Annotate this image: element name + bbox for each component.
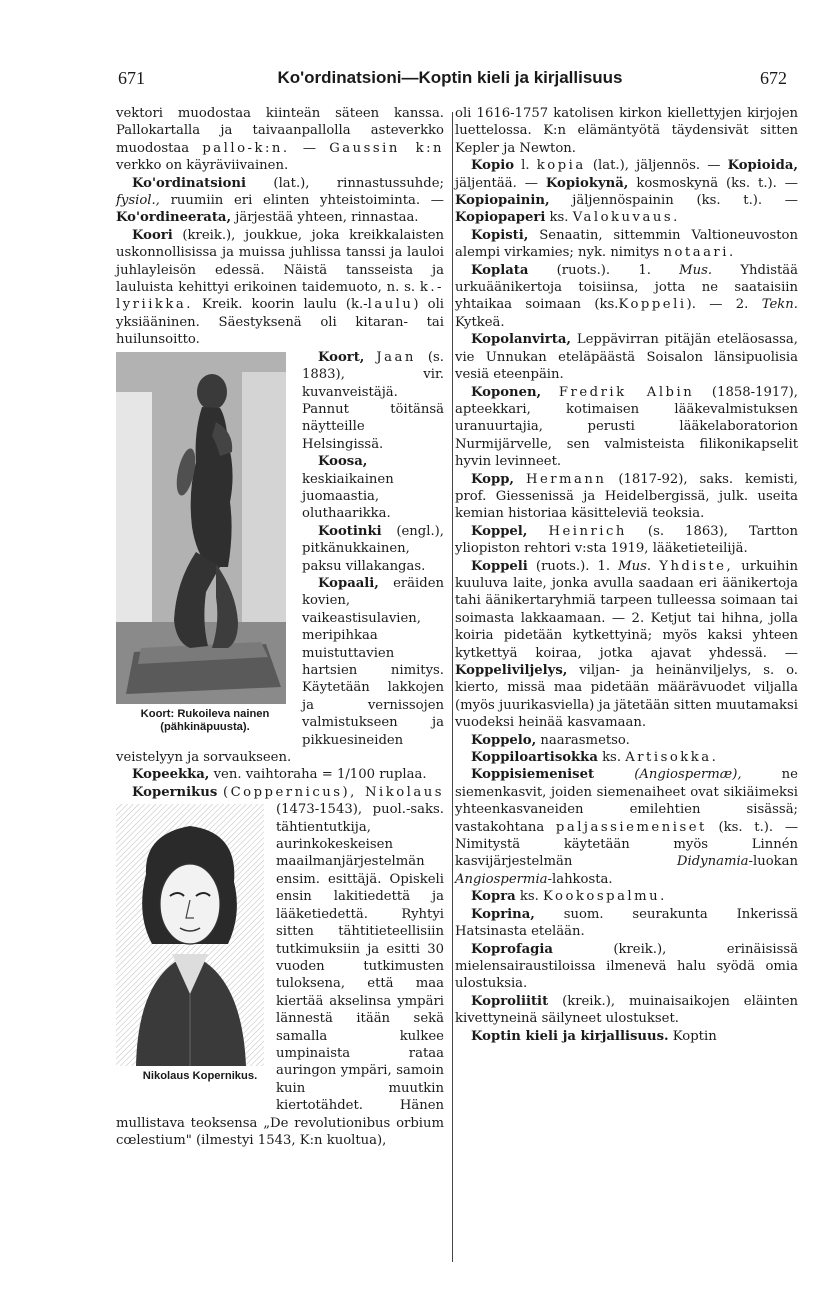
- entry-text: vektori muodostaa kiinteän säteen kanssa. Pallokartalla ja taivaanpallolla asteverkko muodostaa: [116, 106, 444, 156]
- spaced-term: Jaan: [376, 349, 416, 365]
- entry-text: verkko on käyräviivainen.: [116, 158, 289, 174]
- headword: Koppelo,: [471, 732, 537, 748]
- entry-text: ks.: [519, 889, 539, 905]
- entry-text: (1473-1543), puol.-saks. tähtientutkija, aurinkokeskeisen maailmanjärjestelmän ensim. esittäjä. Opiskeli ensin lakitiedettä ja lääketiedettä. Ryhtyi sitten tähtitieteellisiin tutkimuksiin ja esitti 30 vuoden tutkimusten tuloksena, että maa kiertää akselinsa ympäri lännestä itään sekä samalla kulkee umpinaista rataa auringon ympäri, samoin kuin muutkin kiertotähdet. Hänen mullistava teoksensa „De revolutionibus orbium cœlestium" (ilmestyi 1543, K:n kuoltua),: [116, 802, 444, 1148]
- entry-text: (ruots.). 1.: [556, 262, 651, 278]
- latin-term: Didynamia: [676, 854, 749, 870]
- entry-kopisti: [455, 227, 798, 262]
- entry-text: ) oli yksiääninen. Säestyksenä oli kitaran- tai huilunsoitto.: [116, 297, 445, 348]
- entry-text: (1858-1917), apteekkari, kotimaisen lääkevalmistuksen uranuurtajia, perusti lääkelaboratorion Nurmijärvelle, sen valmisteista filikonikapselit hyvin levinneet.: [455, 384, 798, 470]
- spaced-term: Heinrich: [548, 523, 627, 539]
- kneeling-woman-sculpture-image: [116, 352, 286, 704]
- entry-text: l.: [521, 158, 530, 174]
- entry-text: suom. seurakunta Inkerissä Hatsinasta etelään.: [455, 906, 798, 940]
- headword: Kopioida,: [727, 158, 798, 174]
- entry-text: ks.: [602, 750, 622, 766]
- figure-caption: Koort: Rukoileva nainen (pähkinäpuusta).: [140, 707, 270, 733]
- entry-text: keskiaikainen juomaastia, oluthaarikka.: [302, 471, 394, 522]
- entry-text: viljan- ja heinänviljelys, s. o. kierto, missä maa pidetään määrävuodet viljalla (myös juurikasviella) ja jätetään sitten muutamaksi vuodeksi heinää kasvamaan.: [455, 663, 798, 731]
- spaced-term: Gaussin k:n: [329, 140, 445, 156]
- entry-text: (kreik.), erinäisissä mielensairaustiloissa ilmenevä halu syödä omia ulostuksia.: [455, 941, 798, 992]
- headword: Kopolanvirta,: [471, 332, 571, 348]
- spaced-term: Koppeli: [618, 297, 687, 313]
- headword: Kopio: [471, 158, 514, 174]
- entry-koppiloartisokka: [455, 749, 798, 766]
- spaced-term: notaari.: [663, 245, 736, 261]
- latin-term: (Angiospermæ),: [634, 767, 742, 783]
- entry-kopp: [455, 471, 798, 523]
- entry-koproliitit: [455, 993, 798, 1028]
- entry-koppisiemeniset: [455, 766, 798, 888]
- entry-koponen: [455, 384, 798, 471]
- headword: Kopernikus: [132, 784, 218, 800]
- entry-text: Kytkeä.: [455, 314, 505, 330]
- fraction: 1/100: [336, 767, 375, 783]
- spaced-term: k.-lyriikka.: [116, 280, 444, 313]
- entry-text: järjestää yhteen, rinnastaa.: [235, 210, 419, 226]
- spaced-term: Hermann: [525, 471, 607, 487]
- spaced-term: paljassiemeniset: [555, 819, 707, 835]
- entry-kopernikus: [116, 784, 444, 1150]
- headword: Kopp,: [471, 471, 515, 487]
- field-abbr: Mus.: [618, 558, 652, 574]
- entry-text: (1817-92), saks. kemisti, prof. Giessenissä ja Heidelbergissä, julk. useita kemian historiaa käsitteleviä teoksia.: [455, 471, 798, 522]
- column-divider: [452, 112, 453, 1262]
- entry-text: (lat.), jäljennös. —: [592, 158, 721, 174]
- entry-koplata: [455, 262, 798, 332]
- spaced-term: Fredrik Albin: [558, 384, 695, 400]
- page-number-right: 672: [760, 68, 787, 88]
- headword: Koppiloartisokka: [471, 750, 598, 766]
- headword: Koprofagia: [471, 941, 553, 957]
- headword: Koosa,: [318, 454, 368, 470]
- entry-koppeli: [455, 558, 798, 732]
- entry-koppel: [455, 523, 798, 558]
- headword: Koori: [132, 227, 173, 243]
- page-number-left: 671: [118, 68, 145, 88]
- spaced-term: Artisokka.: [625, 750, 719, 766]
- spaced-term: pallo-k:n.: [202, 140, 290, 156]
- entry-text: ). — 2.: [686, 297, 749, 313]
- entry-kopeekka: [116, 766, 444, 783]
- entry-kopra: [455, 888, 798, 905]
- entry-text: Leppävirran pitäjän eteläosassa, vie Unnukan eteläpäästä Soisalon länsipuolisia vesiä eteenpäin.: [455, 332, 798, 383]
- headword: Ko'ordinatsioni: [132, 175, 247, 191]
- headword: Koponen,: [471, 384, 542, 400]
- entry-koprina: [455, 906, 798, 941]
- entry-text: urkuihin kuuluva laite, jonka avulla saadaan eri äänikertoja tahi äänikertaryhmiä tarpeen tulleessa soimaan tai soimasta lakkaamaan. — 2. Ketjut tai hihna, jolla koiria pidetään kytkettyinä; myös kaksi yhteen kytkettyä koiraa, jotka ajavat yhdessä. —: [455, 558, 798, 661]
- entry-text: ruumiin eri elinten yhteistoiminta. —: [170, 193, 444, 209]
- entry-koordinatsioni: [116, 175, 444, 227]
- entry-continued: [116, 105, 444, 175]
- headword: Koproliitit: [471, 993, 549, 1009]
- headword: Koplata: [471, 262, 529, 278]
- spaced-term: laulu: [367, 297, 414, 313]
- entry-text: ne siemenkasvit, joiden siemenaiheet ovat sikiäimeksi yhteenkasvaneiden emilehtien sisässä; vastakohtana: [455, 767, 798, 835]
- entry-text: Kreik. koorin laulu (k.-: [202, 297, 368, 313]
- headword: Kootinki: [318, 523, 382, 539]
- running-title: Ko'ordinatsioni—Koptin kieli ja kirjallisuus: [277, 68, 623, 87]
- entry-koppelo: [455, 732, 798, 749]
- figure-statue: [116, 352, 294, 742]
- spaced-term: Yhdiste,: [659, 558, 734, 574]
- spaced-term: kopia: [536, 158, 586, 174]
- spaced-term: Kookospalmu.: [543, 889, 667, 905]
- entry-koori: [116, 227, 444, 349]
- entry-text: (engl.), pitkänukkainen, paksu villakangas.: [302, 523, 444, 574]
- entry-text: (lat.), rinnastussuhde;: [273, 175, 444, 191]
- figure-portrait: [116, 804, 268, 1108]
- entry-text: ruplaa.: [379, 767, 427, 783]
- entry-text: (s. 1883), vir. kuvanveistäjä. Pannut töitänsä näytteille Helsingissä.: [302, 349, 444, 452]
- entry-text: jäljentää. —: [455, 175, 538, 191]
- headword: Kopra: [471, 889, 516, 905]
- headword: Koprina,: [471, 906, 535, 922]
- entry-kopio: [455, 157, 798, 227]
- headword: Kopiopainin,: [455, 193, 550, 209]
- spaced-term: Valokuvaus.: [572, 210, 680, 226]
- headword: Ko'ordineerata,: [116, 210, 232, 226]
- entry-text: Senaatin, sittemmin Valtioneuvoston alempi virkamies; nyk. nimitys: [455, 227, 798, 261]
- field-abbr: Tekn.: [761, 297, 798, 313]
- entry-text: kosmoskynä (ks. t.). —: [636, 175, 798, 191]
- entry-text: Yhdistää urkuäänikertoja toisiinsa, jotta ne saataisiin yhtaikaa soimaan (ks.: [455, 262, 798, 313]
- headword: Koort,: [318, 349, 365, 365]
- right-column: [455, 105, 798, 1045]
- entry-text: ks.: [549, 210, 569, 226]
- entry-continued: oli 1616-1757 katolisen kirkon kiellettyjen kirjojen luettelossa. K:n elämäntyötä täydensivät sitten Kepler ja Newton.: [455, 106, 798, 156]
- headword: Koppisiemeniset: [471, 767, 595, 783]
- entry-text: (kreik.), muinaisaikojen eläinten kivettyneinä säilyneet ulostukset.: [455, 993, 798, 1027]
- headword: Kopiokynä,: [545, 175, 629, 191]
- headword: Koppeliviljelys,: [455, 663, 568, 678]
- headword: Kopisti,: [471, 227, 529, 243]
- entry-koprofagia: [455, 941, 798, 993]
- entry-text: eräiden kovien, vaikeastisulavien, meripihkaa muistuttavien hartsien nimitys. Käytetään lakkojen ja vernissojen valmistukseen ja pikkuesineiden veistelyyn ja sorvaukseen.: [116, 575, 444, 766]
- field-abbr: fysiol.,: [116, 193, 160, 209]
- headword: Kopaali,: [318, 575, 379, 591]
- entry-text: -luokan: [748, 854, 798, 870]
- entry-text: jäljennöspainin (ks. t.). —: [572, 193, 798, 209]
- entry-kopolanvirta: [455, 331, 798, 383]
- entry-text: (s. 1863), Tartton yliopiston rehtori v:sta 1919, lääketieteilijä.: [455, 523, 798, 557]
- entry-text: -lahkosta.: [547, 871, 613, 887]
- headword: Koptin kieli ja kirjallisuus.: [471, 1028, 669, 1044]
- copernicus-portrait-image: [116, 804, 264, 1066]
- headword: Koppeli: [471, 558, 528, 574]
- spaced-term: (Coppernicus), Nikolaus: [222, 784, 444, 800]
- entry-text: (ruots.). 1.: [535, 558, 611, 574]
- entry-text: ven. vaihtoraha =: [213, 767, 333, 783]
- headword: Kopiopaperi: [455, 210, 546, 226]
- field-abbr: Mus.: [679, 262, 713, 278]
- entry-text: Koptin: [672, 1028, 717, 1044]
- entry-text: —: [302, 140, 317, 156]
- entry-koptin-kieli: [455, 1028, 798, 1045]
- left-column: [116, 105, 444, 1149]
- figure-caption: Nikolaus Kopernikus.: [142, 1070, 258, 1083]
- entry-text: naarasmetso.: [540, 732, 630, 748]
- entry-text: (ks. t.). — Nimitystä käytetään myös Linnén kasvijärjestelmän: [455, 819, 799, 870]
- headword: Koppel,: [471, 523, 528, 539]
- headword: Kopeekka,: [132, 767, 210, 783]
- latin-term: Angiospermia: [455, 871, 548, 887]
- entry-text: (kreik.), joukkue, joka kreikkalaisten uskonnollisissa ja muissa juhlissa tanssi ja lauloi juhlayleisön edessä. Näistä tansseista ja lauluista kehittyi erikoinen taidemuoto, n. s.: [116, 227, 444, 296]
